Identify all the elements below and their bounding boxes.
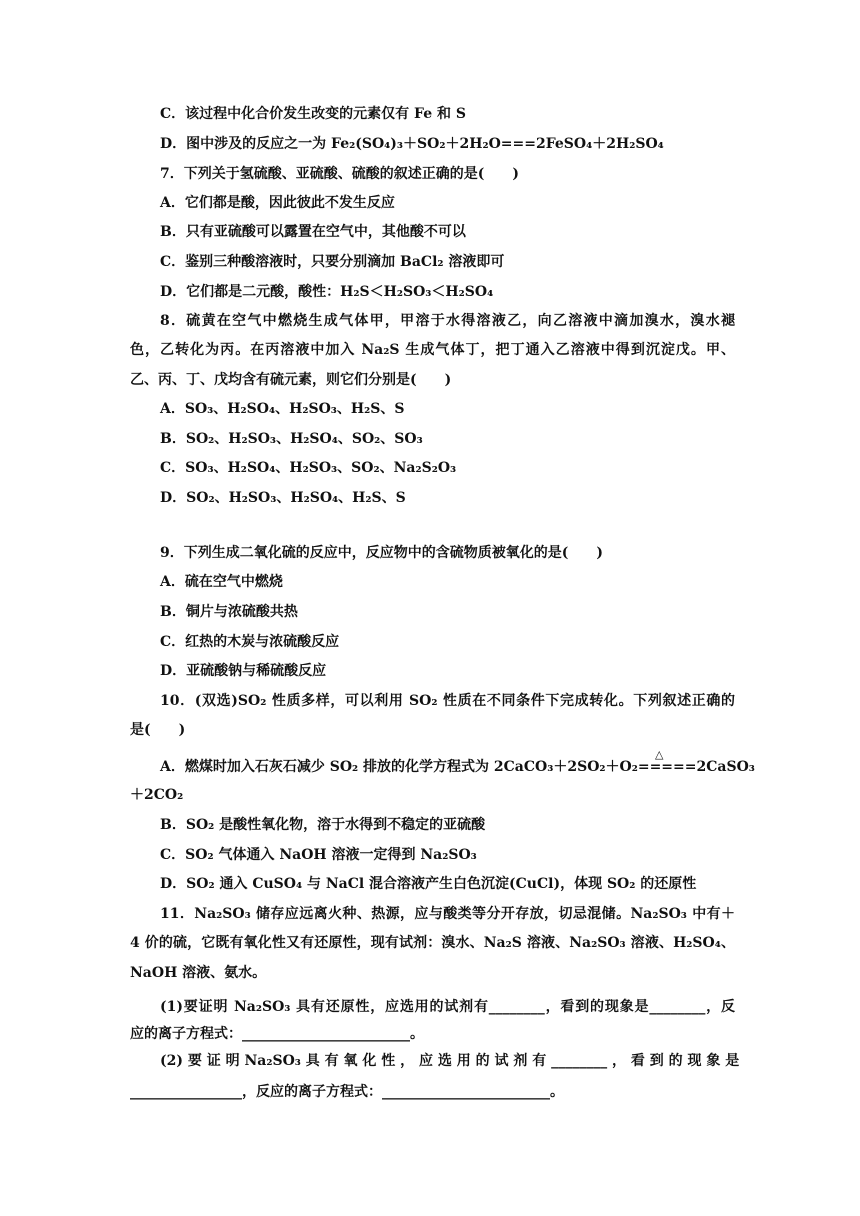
question-11-part-1-line-2: 应的离子方程式：________________________。 [130,1026,424,1042]
option-b-q8: B．SO₂、H₂SO₃、H₂SO₄、SO₂、SO₃ [160,431,423,447]
option-d-q10: D．SO₂ 通入 CuSO₄ 与 NaCl 混合溶液产生白色沉淀(CuCl)，体现 SO₂ 的还原性 [160,876,697,892]
option-d-q8: D．SO₂、H₂SO₃、H₂SO₄、H₂S、S [160,490,406,506]
option-a-q10-line-1: A．燃煤时加入石灰石减少 SO₂ 排放的化学方程式为 2CaCO₃＋2SO₂＋O₂=====2CaSO₃ [160,759,755,775]
option-a-q8: A．SO₃、H₂SO₄、H₂SO₃、H₂S、S [160,401,405,417]
option-c-q7: C．鉴别三种酸溶液时，只要分别滴加 BaCl₂ 溶液即可 [160,254,505,270]
question-10-line-1: 10．(双选)SO₂ 性质多样，可以利用 SO₂ 性质在不同条件下完成转化。下列叙述正确的 [160,693,735,709]
option-d-q6: D．图中涉及的反应之一为 Fe₂(SO₄)₃＋SO₂＋2H₂O===2FeSO₄＋2H₂SO₄ [160,136,664,152]
question-7: 7．下列关于氢硫酸、亚硫酸、硫酸的叙述正确的是( ) [160,166,519,182]
option-c-q9: C．红热的木炭与浓硫酸反应 [160,634,340,650]
option-c-q8: C．SO₃、H₂SO₄、H₂SO₃、SO₂、Na₂S₂O₃ [160,460,457,476]
heat-delta-symbol: △ [655,748,664,761]
question-11-line-1: 11．Na₂SO₃ 储存应远离火种、热源，应与酸类等分开存放，切忌混储。Na₂SO₃ 中有＋ [160,906,735,922]
option-b-q9: B．铜片与浓硫酸共热 [160,604,298,620]
question-10-line-2: 是( ) [130,722,186,738]
question-8-line-1: 8．硫黄在空气中燃烧生成气体甲，甲溶于水得溶液乙，向乙溶液中滴加溴水，溴水褪 [160,313,735,329]
option-d-q9: D．亚硫酸钠与稀硫酸反应 [160,663,327,679]
question-8-line-3: 乙、丙、丁、戊均含有硫元素，则它们分别是( ) [130,372,452,388]
option-c-q10: C．SO₂ 气体通入 NaOH 溶液一定得到 Na₂SO₃ [160,847,477,863]
question-11-part-1-line-1: (1)要证明 Na₂SO₃ 具有还原性，应选用的试剂有________，看到的现象是________，反 [160,999,735,1015]
option-b-q7: B．只有亚硫酸可以露置在空气中，其他酸不可以 [160,224,466,240]
option-d-q7: D．它们都是二元酸，酸性：H₂S＜H₂SO₃＜H₂SO₄ [160,284,494,300]
question-9: 9．下列生成二氧化硫的反应中，反应物中的含硫物质被氧化的是( ) [160,545,603,561]
question-11-part-2-line-2: ________________，反应的离子方程式：________________________。 [130,1084,564,1100]
option-a-q10-line-2: ＋2CO₂ [130,787,184,803]
option-a-q9: A．硫在空气中燃烧 [160,574,283,590]
option-c-q6: C．该过程中化合价发生改变的元素仅有 Fe 和 S [160,106,466,122]
option-a-q7: A．它们都是酸，因此彼此不发生反应 [160,195,395,211]
question-11-part-2-line-1: (2) 要 证 明 Na₂SO₃ 具 有 氧 化 性 ， 应 选 用 的 试 剂 有 ________ ， 看 到 的 现 象 是 [160,1053,740,1069]
option-b-q10: B．SO₂ 是酸性氧化物，溶于水得到不稳定的亚硫酸 [160,817,486,833]
question-11-line-2: 4 价的硫，它既有氧化性又有还原性，现有试剂：溴水、Na₂S 溶液、Na₂SO₃ 溶液、H₂SO₄、 [130,935,735,951]
question-8-line-2: 色，乙转化为丙。在丙溶液中加入 Na₂S 生成气体丁，把丁通入乙溶液中得到沉淀戊。甲、 [130,342,735,358]
question-11-line-3: NaOH 溶液、氨水。 [130,965,267,981]
